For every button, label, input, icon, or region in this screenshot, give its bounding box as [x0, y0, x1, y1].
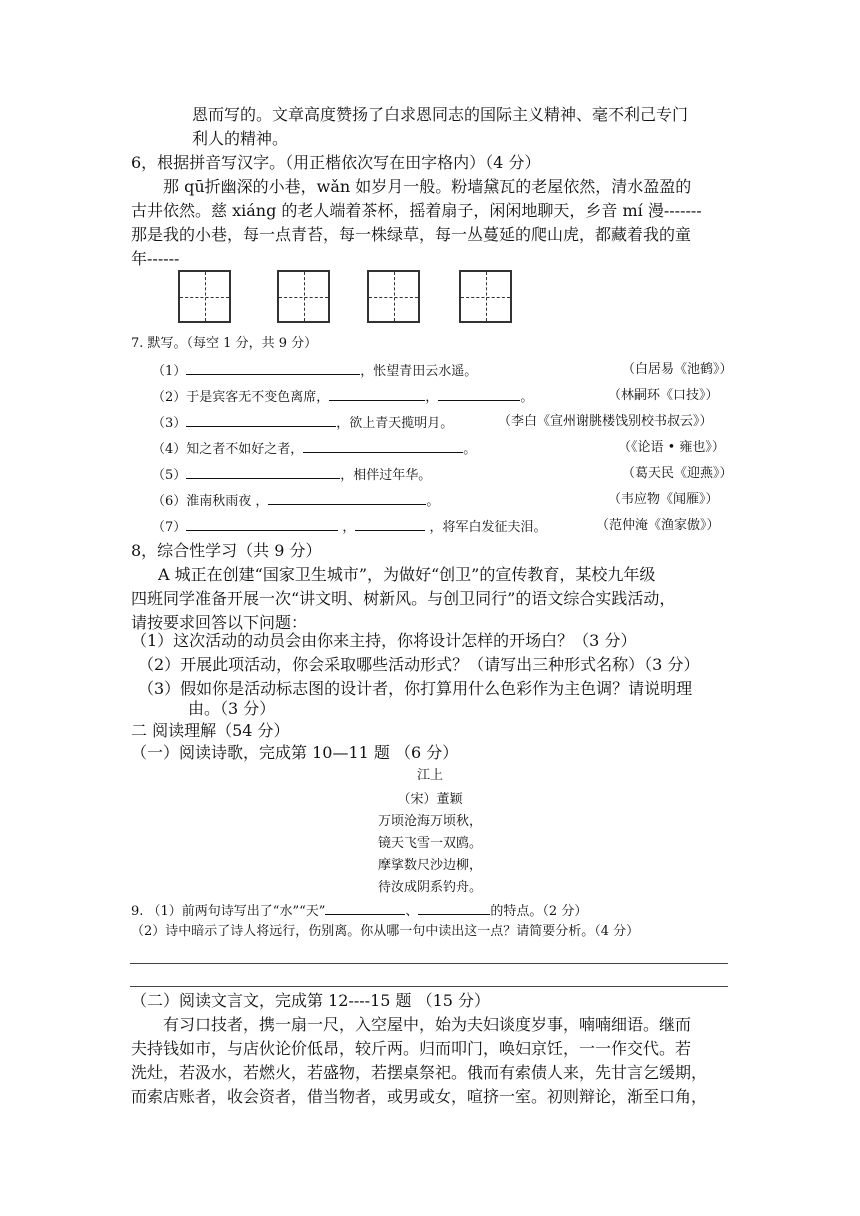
q7-source: （林嗣环《口技》）: [608, 388, 719, 403]
part-heading: （二）阅读文言文，完成第 12----15 题 （15 分）: [131, 991, 491, 1010]
answer-line[interactable]: [130, 986, 728, 987]
poem-line: 万顷沧海万顷秋，: [377, 814, 482, 829]
answer-blank[interactable]: [186, 516, 338, 531]
section-heading: 二 阅读理解（54 分）: [131, 721, 290, 740]
q8-heading: 8，综合性学习（共 9 分）: [131, 541, 322, 560]
q7-source: （《论语 • 雍也》）: [618, 440, 725, 455]
passage-line: 夫持钱如市，与店伙论价低昂，较斤两。归而叩门，唤妇京饪，一一作交代。若: [131, 1039, 692, 1058]
passage-line: 有习口技者，携一扇一尺，入空屋中，始为夫妇谈度岁事，喃喃细语。继而: [163, 1015, 692, 1034]
q6-text-line: 那是我的小巷，每一点青苔，每一株绿草，每一丛蔓延的爬山虎，都藏着我的童: [131, 225, 692, 244]
intro-line: 恩而写的。文章高度赞扬了白求恩同志的国际主义精神、毫不利己专门: [192, 105, 689, 124]
q7-item: （4）知之者不如好之者， 。: [152, 438, 476, 460]
q8-question: （2）开展此项活动，你会采取哪些活动形式？（请写出三种形式名称）（3 分）: [138, 655, 700, 674]
q8-question: （1）这次活动的动员会由你来主持，你将设计怎样的开场白？（3 分）: [131, 631, 637, 650]
tianzige-box[interactable]: [459, 270, 512, 323]
answer-blank[interactable]: [186, 412, 336, 427]
q7-item: （2）于是宾客无不变色离席， ， 。: [152, 386, 533, 408]
q7-source: （白居易《池鹤》）: [622, 362, 733, 377]
answer-blank[interactable]: [438, 386, 520, 401]
q6-text-line: 古井依然。慈 xiáng 的老人端着茶杯，摇着扇子，闲闲地聊天，乡音 mí 漫-------: [131, 201, 702, 220]
answer-blank[interactable]: [325, 900, 405, 915]
q7-source: （李白《宣州谢朓楼饯别校书叔云》）: [498, 414, 713, 429]
answer-blank[interactable]: [186, 464, 340, 479]
q7-source: （韦应物《闻雁》）: [608, 492, 719, 507]
q9-part1: 9. （1）前两句诗写出了“水”“天” 、 的特点。（2 分）: [131, 900, 587, 922]
q8-text-line: 请按要求回答以下问题：: [131, 613, 308, 632]
poem-line: 镜天飞雪一双鸥。: [377, 836, 482, 851]
q6-text-line: 那 qū折幽深的小巷，wǎn 如岁月一般。粉墙黛瓦的老屋依然，清水盈盈的: [163, 177, 692, 196]
q7-item: （3） ，欲上青天揽明月。: [152, 412, 453, 434]
poem-line: 摩挲数尺沙边柳，: [377, 858, 482, 873]
q7-item: （6）淮南秋雨夜 ， 。: [152, 490, 439, 512]
q8-question: 由。（3 分）: [188, 699, 276, 718]
answer-blank[interactable]: [329, 386, 425, 401]
tianzige-box[interactable]: [178, 270, 231, 323]
answer-blank[interactable]: [303, 438, 463, 453]
q7-source: （葛天民《迎燕》）: [622, 466, 733, 481]
q7-heading: 7. 默写。（每空 1 分，共 9 分）: [131, 336, 318, 351]
answer-blank[interactable]: [186, 360, 360, 375]
passage-line: 洗灶，若汲水，若燃火，若盛物，若摆桌祭祀。俄而有索债人来，先甘言乞缓期，: [131, 1063, 708, 1082]
tianzige-box[interactable]: [367, 270, 420, 323]
q7-item: （1） ，怅望青田云水遥。: [152, 360, 477, 382]
answer-blank[interactable]: [418, 900, 490, 915]
answer-line[interactable]: [130, 963, 728, 964]
passage-line: 而索店账者，收会资者，借当物者，或男或女，喧挤一室。初则辩论，渐至口角，: [131, 1087, 708, 1106]
q6-text-line: 年------: [131, 249, 180, 268]
answer-blank[interactable]: [268, 490, 426, 505]
q8-text-line: A 城正在创建“国家卫生城市”，为做好“创卫”的宣传教育，某校九年级: [158, 565, 656, 584]
answer-blank[interactable]: [355, 516, 425, 531]
q9-part2: （2）诗中暗示了诗人将远行，伤别离。你从哪一句中读出这一点？请简要分析。（4 分）: [131, 924, 640, 939]
q8-question: （3）假如你是活动标志图的设计者，你打算用什么色彩作为主色调？请说明理: [138, 679, 693, 698]
q7-item: （5） ，相伴过年华。: [152, 464, 431, 486]
tianzige-box[interactable]: [277, 270, 330, 323]
q6-heading: 6，根据拼音写汉字。（用正楷依次写在田字格内）（4 分）: [131, 153, 541, 172]
poem-title: 江上: [416, 768, 443, 783]
q8-text-line: 四班同学准备开展一次“讲文明、树新风。与创卫同行”的语文综合实践活动，: [131, 589, 676, 608]
poem-line: 待汝成阴系钓舟。: [377, 880, 482, 895]
q7-source: （范仲淹《渔家傲》）: [596, 518, 720, 533]
part-heading: （一）阅读诗歌，完成第 10—11 题 （6 分）: [131, 743, 459, 762]
q7-item: （7） ， ，将军白发征夫泪。: [152, 516, 547, 538]
poem-author: （宋）董颖: [397, 792, 463, 807]
intro-line: 利人的精神。: [192, 129, 289, 148]
